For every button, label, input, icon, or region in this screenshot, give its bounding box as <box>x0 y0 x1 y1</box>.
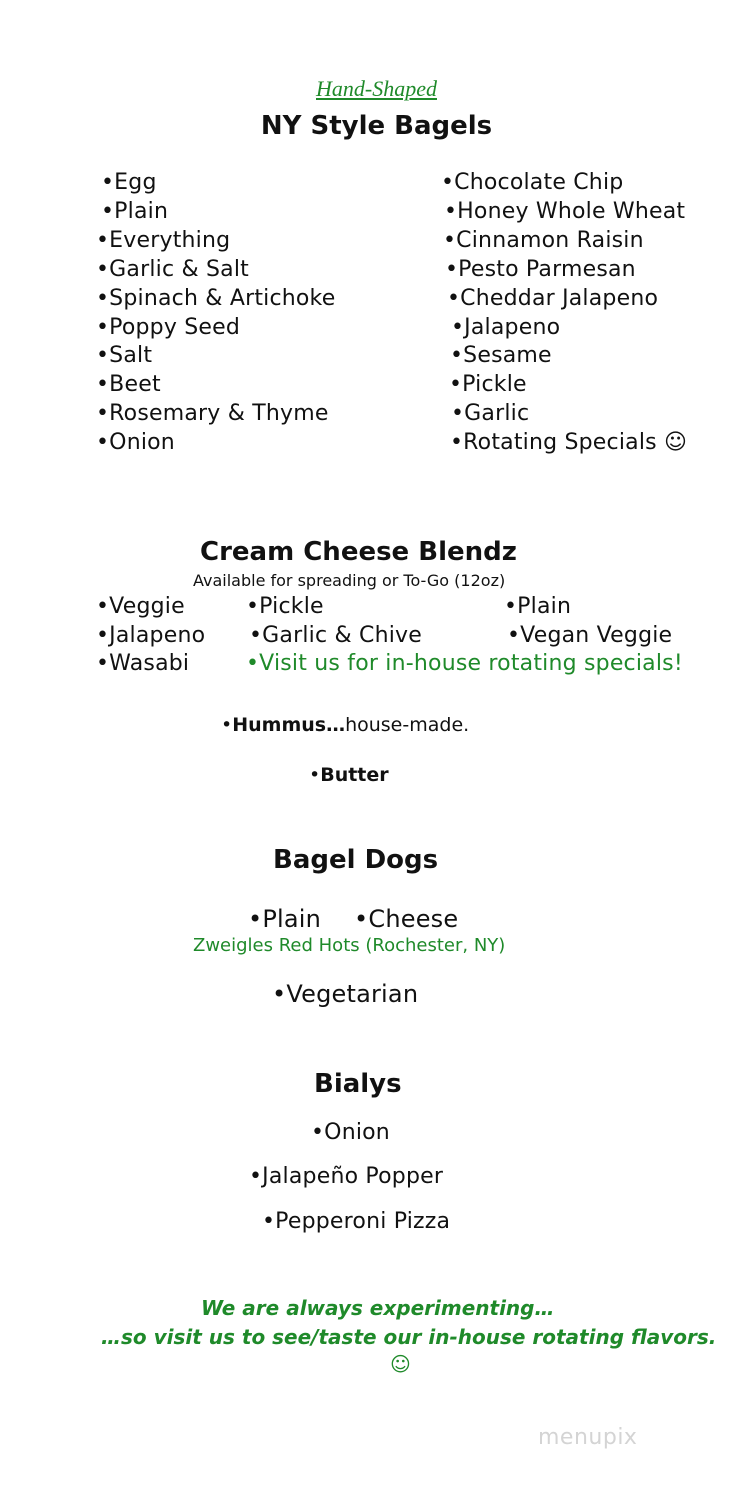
cream-cheese-item: •Wasabi <box>96 651 190 676</box>
bagel-item: •Spinach & Artichoke <box>96 286 336 311</box>
bagel-dog-vegetarian: •Vegetarian <box>272 980 419 1008</box>
bagel-dog-cheese: •Cheese <box>354 905 459 933</box>
bagel-item: •Poppy Seed <box>96 315 241 340</box>
bialys-title: Bialys <box>314 1069 402 1099</box>
bagel-item: •Cheddar Jalapeno <box>447 286 659 311</box>
bagel-dog-note: Zweigles Red Hots (Rochester, NY) <box>193 935 506 956</box>
cream-cheese-title: Cream Cheese Blendz <box>200 537 517 567</box>
cream-cheese-item: •Plain <box>504 594 572 619</box>
bagel-item: •Salt <box>96 343 153 368</box>
bagel-item: •Pesto Parmesan <box>445 257 636 282</box>
bagel-item: •Honey Whole Wheat <box>444 199 686 224</box>
bagel-dogs-title: Bagel Dogs <box>273 845 439 875</box>
bagel-item: •Jalapeno <box>451 315 561 340</box>
hummus-name: Hummus… <box>232 714 346 736</box>
bagel-item: •Onion <box>96 430 175 455</box>
closing-smiley: ☺ <box>390 1352 411 1376</box>
hummus-note: house-made. <box>345 714 470 736</box>
bagels-title: NY Style Bagels <box>260 111 493 141</box>
cream-cheese-item: •Pickle <box>246 594 324 619</box>
cream-cheese-special: •Visit us for in-house rotating specials! <box>246 651 683 676</box>
bagel-item: •Chocolate Chip <box>441 170 624 195</box>
butter-name: Butter <box>320 764 389 786</box>
cream-cheese-item: •Garlic & Chive <box>249 623 422 648</box>
closing-line-2: …so visit us to see/taste our in-house rotating flavors. <box>101 1325 717 1349</box>
bagel-item: •Rotating Specials ☺ <box>450 430 688 455</box>
bagel-item: •Rosemary & Thyme <box>96 401 329 426</box>
watermark: menupix <box>538 1425 638 1450</box>
bagel-item: •Plain <box>101 199 169 224</box>
closing-line-1: We are always experimenting… <box>201 1296 555 1320</box>
bagels-subtitle: Hand-Shaped <box>316 76 437 101</box>
cream-cheese-item: •Veggie <box>96 594 185 619</box>
bagel-dog-plain: •Plain <box>248 905 322 933</box>
bagel-item: •Sesame <box>450 343 552 368</box>
bialy-item: •Pepperoni Pizza <box>262 1209 451 1234</box>
butter-line <box>309 764 389 786</box>
bagel-item: •Garlic <box>451 401 530 426</box>
bialy-item: •Jalapeño Popper <box>249 1164 444 1189</box>
hummus-line <box>221 714 469 736</box>
bagel-item: •Cinnamon Raisin <box>443 228 644 253</box>
bagel-item: •Everything <box>96 228 231 253</box>
cream-cheese-note: Available for spreading or To-Go (12oz) <box>193 571 506 590</box>
bagel-item: •Beet <box>96 372 161 397</box>
bialy-item: •Onion <box>311 1120 390 1145</box>
bagel-item: •Garlic & Salt <box>96 257 249 282</box>
bagel-item: •Pickle <box>449 372 527 397</box>
hummus-bullet: • <box>221 714 233 736</box>
butter-bullet: • <box>309 764 321 786</box>
bagel-item: •Egg <box>101 170 157 195</box>
cream-cheese-item: •Vegan Veggie <box>507 623 673 648</box>
cream-cheese-item: •Jalapeno <box>96 623 206 648</box>
